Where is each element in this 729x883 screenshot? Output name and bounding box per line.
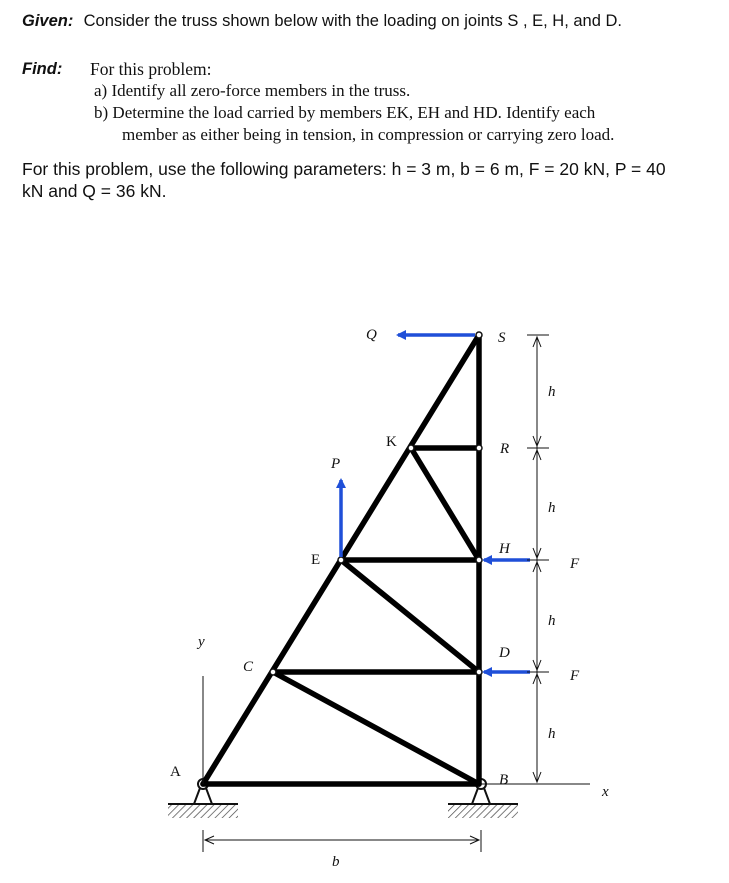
height-dimensions bbox=[527, 335, 549, 784]
given-text: Consider the truss shown below with the loading on joints S , E, H, and D. bbox=[83, 12, 622, 30]
label-h2: h bbox=[548, 500, 556, 516]
load-arrows bbox=[341, 335, 530, 672]
label-S: S bbox=[498, 330, 506, 346]
member-ED bbox=[341, 560, 479, 672]
label-x: x bbox=[602, 784, 609, 800]
find-intro: For this problem: bbox=[90, 59, 212, 79]
find-item-a: a) Identify all zero-force members in the truss. bbox=[94, 81, 411, 100]
label-E: E bbox=[311, 552, 321, 568]
find-label: Find: bbox=[22, 60, 63, 78]
label-D: D bbox=[499, 645, 510, 661]
label-C: C bbox=[243, 659, 254, 675]
label-P: P bbox=[331, 456, 341, 472]
width-dimension bbox=[203, 830, 481, 852]
params-line2: kN and Q = 36 kN. bbox=[22, 181, 167, 201]
label-h1: h bbox=[548, 384, 556, 400]
label-K: K bbox=[386, 434, 397, 450]
label-A: A bbox=[170, 764, 181, 780]
label-b: b bbox=[332, 854, 340, 870]
label-B: B bbox=[499, 772, 509, 788]
label-h3: h bbox=[548, 613, 556, 629]
params-line1: For this problem, use the following parameters: h = 3 m, b = 6 m, F = 20 kN, P = 40 bbox=[22, 159, 666, 179]
given-label: Given: bbox=[22, 12, 74, 30]
label-h4: h bbox=[548, 726, 556, 742]
find-item-b-line1: b) Determine the load carried by members EK, EH and HD. Identify each bbox=[94, 103, 596, 122]
label-y: y bbox=[198, 634, 205, 650]
label-Q: Q bbox=[366, 327, 377, 343]
label-H: H bbox=[499, 541, 510, 557]
member-CB bbox=[273, 672, 479, 784]
label-F-lower: F bbox=[570, 668, 580, 684]
find-item-b-line2: member as either being in tension, in compression or carrying zero load. bbox=[122, 125, 615, 144]
label-F-upper: F bbox=[570, 556, 580, 572]
label-R: R bbox=[500, 441, 510, 457]
member-KH bbox=[411, 448, 479, 560]
